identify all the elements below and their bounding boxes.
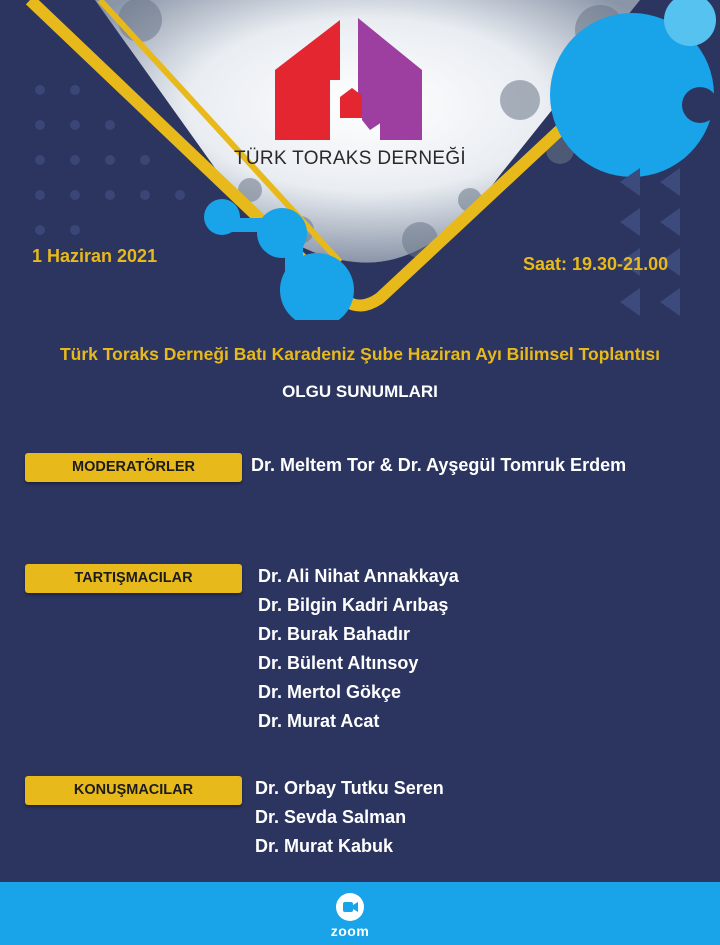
zoom-icon[interactable] [336, 893, 364, 921]
discussant-name: Dr. Mertol Gökçe [258, 682, 402, 702]
moderators-label: MODERATÖRLER [25, 453, 242, 482]
video-camera-icon [336, 893, 364, 921]
event-time: Saat: 19.30-21.00 [523, 254, 669, 274]
discussant-name: Dr. Burak Bahadır [258, 624, 411, 644]
organization-name: TÜRK TORAKS DERNEĞİ [234, 148, 466, 169]
speakers-label: KONUŞMACILAR [25, 776, 242, 805]
discussant-name: Dr. Murat Acat [258, 711, 380, 731]
moderators-list [251, 451, 626, 480]
moderator-name: Dr. Meltem Tor & Dr. Ayşegül Tomruk Erdem [251, 455, 627, 475]
speaker-name: Dr. Sevda Salman [255, 807, 407, 827]
event-title: Türk Toraks Derneği Batı Karadeniz Şube Haziran Ayı Bilimsel Toplantısı [59, 344, 660, 364]
discussant-name: Dr. Bülent Altınsoy [258, 653, 419, 673]
discussants-label: TARTIŞMACILAR [25, 564, 242, 593]
event-subtitle: OLGU SUNUMLARI [282, 382, 438, 401]
discussant-name: Dr. Bilgin Kadri Arıbaş [258, 595, 449, 615]
event-date: 1 Haziran 2021 [32, 246, 158, 266]
zoom-label: zoom [330, 923, 370, 939]
speakers-list [255, 774, 444, 861]
discussants-list [258, 562, 459, 736]
dot-pattern [35, 85, 185, 235]
speaker-name: Dr. Murat Kabuk [255, 836, 394, 856]
discussant-name: Dr. Ali Nihat Annakkaya [258, 566, 459, 586]
speaker-name: Dr. Orbay Tutku Seren [255, 778, 444, 798]
triangle-pattern [620, 168, 680, 316]
